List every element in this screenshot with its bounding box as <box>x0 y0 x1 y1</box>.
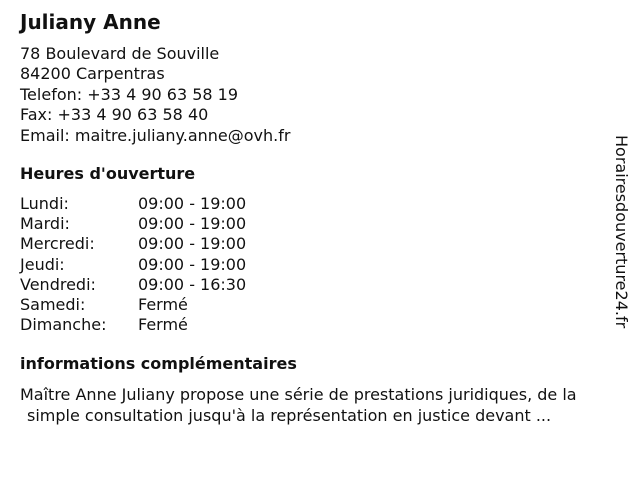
day-hours: Fermé <box>138 295 188 315</box>
day-label: Mardi: <box>20 214 70 234</box>
additional-info-heading: informations complémentaires <box>20 354 297 373</box>
opening-hours-heading: Heures d'ouverture <box>20 164 196 183</box>
day-label: Mercredi: <box>20 234 95 254</box>
day-label: Lundi: <box>20 194 69 213</box>
day-hours: Fermé <box>138 315 188 335</box>
business-name: Juliany Anne <box>20 10 161 34</box>
site-watermark <box>612 135 632 345</box>
description-line: simple consultation jusqu'à la représentation en justice devant ... <box>27 406 552 425</box>
hours-row-friday <box>20 275 246 295</box>
fax-number: Fax: +33 4 90 63 58 40 <box>20 105 209 125</box>
hours-row-monday <box>20 194 246 214</box>
street-address: 78 Boulevard de Souville <box>20 44 220 63</box>
city-postcode: 84200 Carpentras <box>20 64 165 84</box>
day-hours: 09:00 - 19:00 <box>138 234 247 254</box>
day-hours: 09:00 - 19:00 <box>138 214 247 234</box>
hours-row-saturday <box>20 295 246 315</box>
day-hours: 09:00 - 16:30 <box>138 274 247 294</box>
day-label: Samedi: <box>20 295 86 315</box>
opening-hours-table <box>20 194 246 335</box>
description-line: Maître Anne Juliany propose une série de prestations juridiques, de la <box>20 385 577 404</box>
watermark-text: Horairesdouverture24.fr <box>612 135 631 329</box>
day-label: Jeudi: <box>20 254 65 274</box>
phone-number: Telefon: +33 4 90 63 58 19 <box>20 84 239 104</box>
hours-row-sunday <box>20 315 246 335</box>
hours-row-tuesday <box>20 214 246 234</box>
day-label: Dimanche: <box>20 315 107 335</box>
email-address: Email: maitre.juliany.anne@ovh.fr <box>20 125 291 145</box>
day-hours: 09:00 - 19:00 <box>138 194 247 213</box>
day-hours: 09:00 - 19:00 <box>138 254 247 274</box>
contact-block <box>20 44 290 146</box>
hours-row-thursday <box>20 255 246 275</box>
description-text <box>20 384 632 426</box>
hours-row-wednesday <box>20 234 246 254</box>
day-label: Vendredi: <box>20 274 96 294</box>
